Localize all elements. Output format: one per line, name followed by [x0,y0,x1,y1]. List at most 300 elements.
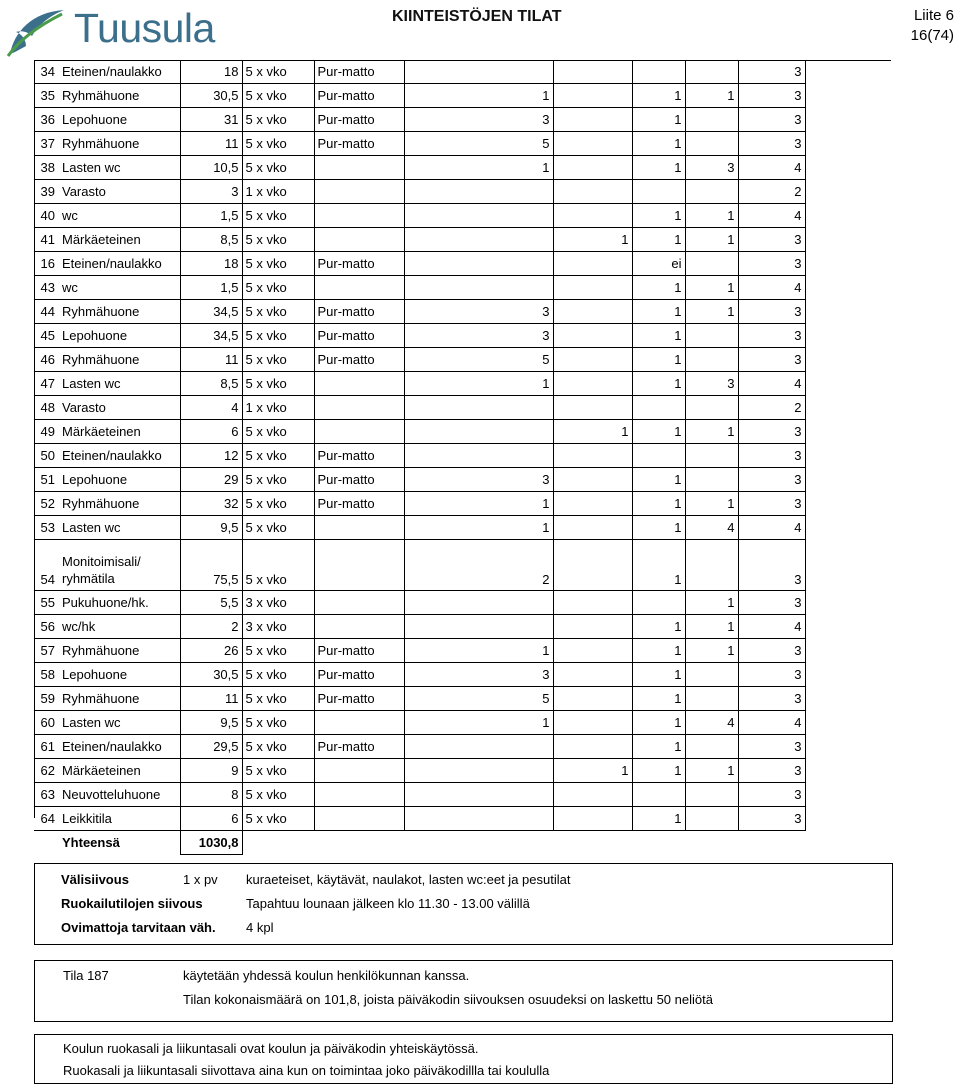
room-area: 1,5 [180,276,242,300]
col-8: 1 [632,711,685,735]
col-9: 3 [685,156,738,180]
col-9: 1 [685,591,738,615]
cleaning-frequency: 5 x vko [242,348,314,372]
appendix-label: Liite 6 [913,7,954,24]
col-10: 4 [738,276,805,300]
intermediate-cleaning-frequency: 1 x pv [183,872,218,887]
mat-type: Pur-matto [314,492,404,516]
mat-type: Pur-matto [314,132,404,156]
table-row [34,540,805,591]
col-10: 3 [738,132,805,156]
room-number: 64 [40,810,55,826]
room-name: Pukuhuone/hk. [59,591,180,615]
room-area: 31 [180,108,242,132]
col-8: 1 [632,156,685,180]
col-10: 3 [738,492,805,516]
doormats-count: 4 kpl [246,920,274,935]
room-number: 53 [40,519,55,535]
mat-type: Pur-matto [314,639,404,663]
room-name: Lasten wc [59,516,180,540]
col-9 [685,468,738,492]
cleaning-frequency: 5 x vko [242,252,314,276]
col-6: 1 [404,516,553,540]
mat-type: Pur-matto [314,687,404,711]
mat-type: Pur-matto [314,444,404,468]
room-area: 32 [180,492,242,516]
col-7 [553,276,632,300]
col-8 [632,444,685,468]
col-7 [553,372,632,396]
room-area: 1,5 [180,204,242,228]
table-row [34,84,805,108]
col-8: 1 [632,615,685,639]
cleaning-frequency: 5 x vko [242,204,314,228]
col-8: 1 [632,492,685,516]
room-area: 10,5 [180,156,242,180]
total-empty [242,831,314,855]
col-9: 1 [685,228,738,252]
total-label: Yhteensä [59,831,180,855]
col-6 [404,444,553,468]
room-area: 34,5 [180,300,242,324]
col-6: 5 [404,348,553,372]
room-note-line2: Tilan kokonaismäärä on 101,8, joista päiväkodin siivouksen osuudeksi on laskettu 50 neliötä [183,992,713,1007]
cleaning-frequency: 5 x vko [242,639,314,663]
room-area: 18 [180,60,242,84]
col-9 [685,180,738,204]
room-area: 5,5 [180,591,242,615]
col-6: 3 [404,108,553,132]
total-spacer [34,831,59,855]
col-7 [553,807,632,831]
mat-type [314,372,404,396]
mat-type [314,420,404,444]
col-9 [685,663,738,687]
mat-type [314,180,404,204]
col-6 [404,420,553,444]
col-6 [404,615,553,639]
col-7: 1 [553,228,632,252]
room-number: 16 [40,255,55,271]
col-9 [685,687,738,711]
col-10: 4 [738,372,805,396]
col-6: 3 [404,300,553,324]
room-number: 54 [40,572,55,587]
room-name: Varasto [59,396,180,420]
room-name: Eteinen/naulakko [59,252,180,276]
col-6: 3 [404,468,553,492]
cleaning-info-box [34,863,893,945]
col-7 [553,735,632,759]
room-number: 41 [40,231,55,247]
room-area: 8 [180,783,242,807]
total-empty [632,831,685,855]
room-number: 52 [40,495,55,511]
table-row [34,735,805,759]
room-number: 59 [40,690,55,706]
col-7 [553,84,632,108]
logo-text: Tuusula [74,5,215,51]
cleaning-frequency: 5 x vko [242,156,314,180]
col-8: 1 [632,276,685,300]
col-10: 3 [738,591,805,615]
col-6 [404,228,553,252]
room-name: Lepohuone [59,468,180,492]
col-8: 1 [632,468,685,492]
mat-type: Pur-matto [314,663,404,687]
col-8: 1 [632,735,685,759]
table-row [34,60,805,84]
intermediate-cleaning-text: kuraeteiset, käytävät, naulakot, lasten wc:eet ja pesutilat [246,872,571,887]
tuusula-logo [4,2,244,62]
mat-type [314,156,404,180]
col-10: 3 [738,540,805,591]
col-9: 1 [685,276,738,300]
table-row [34,420,805,444]
table-row [34,468,805,492]
col-7 [553,639,632,663]
room-number: 63 [40,786,55,802]
col-9 [685,324,738,348]
cleaning-frequency: 5 x vko [242,516,314,540]
col-6 [404,252,553,276]
col-7 [553,516,632,540]
col-10: 3 [738,84,805,108]
col-7 [553,615,632,639]
room-name: Märkäeteinen [59,759,180,783]
dining-cleaning-label: Ruokailutilojen siivous [61,896,203,911]
col-7 [553,108,632,132]
col-9 [685,108,738,132]
cleaning-frequency: 1 x vko [242,396,314,420]
room-number: 39 [40,183,55,199]
table-row [34,132,805,156]
cleaning-frequency: 5 x vko [242,735,314,759]
col-9: 1 [685,492,738,516]
col-8: 1 [632,540,685,591]
col-8: 1 [632,348,685,372]
col-7 [553,444,632,468]
table-row [34,492,805,516]
col-6: 3 [404,663,553,687]
col-10: 4 [738,711,805,735]
room-area: 9,5 [180,516,242,540]
cleaning-frequency: 5 x vko [242,663,314,687]
col-9: 1 [685,615,738,639]
shared-spaces-line1: Koulun ruokasali ja liikuntasali ovat koulun ja päiväkodin yhteiskäytössä. [63,1041,479,1056]
col-9: 1 [685,84,738,108]
room-number: 47 [40,375,55,391]
col-10: 3 [738,468,805,492]
col-6 [404,204,553,228]
col-10: 4 [738,615,805,639]
col-7 [553,132,632,156]
room-number: 61 [40,738,55,754]
col-8 [632,396,685,420]
table-row [34,783,805,807]
col-6 [404,591,553,615]
table-row [34,807,805,831]
col-7 [553,540,632,591]
room-area: 6 [180,807,242,831]
room-number: 60 [40,714,55,730]
table-row [34,276,805,300]
col-10: 3 [738,300,805,324]
table-row [34,687,805,711]
room-area: 29 [180,468,242,492]
col-10: 3 [738,348,805,372]
mat-type: Pur-matto [314,300,404,324]
room-area: 4 [180,396,242,420]
col-10: 4 [738,156,805,180]
col-6: 5 [404,687,553,711]
room-name: Ryhmähuone [59,492,180,516]
col-6 [404,396,553,420]
room-name: wc/hk [59,615,180,639]
room-number: 35 [40,87,55,103]
room-area: 2 [180,615,242,639]
room-number: 50 [40,447,55,463]
col-6: 1 [404,84,553,108]
cleaning-frequency: 3 x vko [242,615,314,639]
col-6: 3 [404,324,553,348]
col-10: 2 [738,396,805,420]
col-6 [404,735,553,759]
room-area: 11 [180,687,242,711]
table-row [34,108,805,132]
col-6 [404,276,553,300]
room-name: Märkäeteinen [59,228,180,252]
shared-spaces-line2: Ruokasali ja liikuntasali siivottava aina kun on toimintaa joko päiväkodillla tai koululla [63,1063,550,1078]
room-name: Lepohuone [59,324,180,348]
room-area: 30,5 [180,84,242,108]
room-name: wc [59,204,180,228]
logo-leaf-icon [4,2,74,62]
room-number: 56 [40,618,55,634]
col-7 [553,687,632,711]
col-9: 3 [685,372,738,396]
room-number: 62 [40,762,55,778]
intermediate-cleaning-label: Välisiivous [61,872,129,887]
mat-type [314,276,404,300]
cleaning-frequency: 5 x vko [242,108,314,132]
col-7 [553,324,632,348]
table-row [34,444,805,468]
mat-type [314,711,404,735]
col-7 [553,300,632,324]
col-9: 1 [685,204,738,228]
room-name: Ryhmähuone [59,300,180,324]
mat-type: Pur-matto [314,84,404,108]
col-6: 5 [404,132,553,156]
room-area: 8,5 [180,228,242,252]
room-number: 45 [40,327,55,343]
col-7 [553,663,632,687]
col-6 [404,807,553,831]
col-9: 1 [685,300,738,324]
col-10: 3 [738,807,805,831]
col-8: 1 [632,663,685,687]
cleaning-frequency: 5 x vko [242,228,314,252]
room-area: 26 [180,639,242,663]
room-note-line1: käytetään yhdessä koulun henkilökunnan kanssa. [183,968,470,983]
room-area: 8,5 [180,372,242,396]
cleaning-frequency: 5 x vko [242,372,314,396]
table-row [34,396,805,420]
table-row [34,615,805,639]
col-9: 4 [685,516,738,540]
mat-type: Pur-matto [314,108,404,132]
col-7 [553,396,632,420]
cleaning-frequency: 5 x vko [242,420,314,444]
col-6: 1 [404,492,553,516]
room-name: Eteinen/naulakko [59,60,180,84]
table-row [34,516,805,540]
col-7: 1 [553,420,632,444]
shared-spaces-box [34,1034,893,1084]
room-name: Eteinen/naulakko [59,735,180,759]
col-8: 1 [632,228,685,252]
col-8: 1 [632,639,685,663]
cleaning-frequency: 5 x vko [242,132,314,156]
room-area: 34,5 [180,324,242,348]
col-6: 1 [404,372,553,396]
col-10: 3 [738,783,805,807]
cleaning-frequency: 5 x vko [242,468,314,492]
room-name: Ryhmähuone [59,687,180,711]
room-number: 57 [40,642,55,658]
col-8: 1 [632,108,685,132]
col-6: 1 [404,156,553,180]
col-7 [553,348,632,372]
cleaning-frequency: 3 x vko [242,591,314,615]
room-name: Lasten wc [59,711,180,735]
table-row [34,348,805,372]
col-8: 1 [632,807,685,831]
page-number: 16(74) [910,27,954,44]
total-empty [314,831,404,855]
col-9 [685,807,738,831]
col-10: 3 [738,639,805,663]
col-9 [685,60,738,84]
room-area: 12 [180,444,242,468]
col-8 [632,180,685,204]
table-row [34,372,805,396]
table-row [34,204,805,228]
room-name: Lepohuone [59,663,180,687]
col-7: 1 [553,759,632,783]
mat-type [314,228,404,252]
mat-type [314,807,404,831]
col-8: 1 [632,204,685,228]
col-10: 3 [738,759,805,783]
total-area: 1030,8 [180,831,242,855]
cleaning-frequency: 5 x vko [242,492,314,516]
col-7 [553,468,632,492]
room-area: 29,5 [180,735,242,759]
col-6: 2 [404,540,553,591]
mat-type [314,540,404,591]
cleaning-frequency: 5 x vko [242,300,314,324]
room-name: Lepohuone [59,108,180,132]
document-title: KIINTEISTÖJEN TILAT [392,8,562,25]
col-9 [685,540,738,591]
room-name: Ryhmähuone [59,132,180,156]
mat-type: Pur-matto [314,252,404,276]
mat-type [314,783,404,807]
col-7 [553,204,632,228]
col-10: 3 [738,687,805,711]
col-10: 3 [738,663,805,687]
cleaning-frequency: 5 x vko [242,759,314,783]
col-8: 1 [632,300,685,324]
room-area: 30,5 [180,663,242,687]
table-row [34,663,805,687]
room-name: Lasten wc [59,156,180,180]
room-name: Varasto [59,180,180,204]
room-area: 9,5 [180,711,242,735]
mat-type [314,204,404,228]
col-7 [553,492,632,516]
table-row [34,180,805,204]
mat-type [314,591,404,615]
room-area: 75,5 [180,540,242,591]
room-name: Leikkitila [59,807,180,831]
col-8: ei [632,252,685,276]
mat-type [314,615,404,639]
col-9 [685,396,738,420]
table-row [34,300,805,324]
room-area: 18 [180,252,242,276]
cleaning-frequency: 5 x vko [242,711,314,735]
room-note-box [34,960,893,1022]
mat-type: Pur-matto [314,60,404,84]
cleaning-frequency: 5 x vko [242,444,314,468]
mat-type: Pur-matto [314,735,404,759]
col-8 [632,60,685,84]
cleaning-frequency: 5 x vko [242,324,314,348]
room-number: 44 [40,303,55,319]
table-row [34,228,805,252]
cleaning-frequency: 5 x vko [242,84,314,108]
mat-type [314,759,404,783]
cleaning-frequency: 5 x vko [242,687,314,711]
table-row [34,324,805,348]
mat-type [314,516,404,540]
col-8: 1 [632,372,685,396]
room-name: Ryhmähuone [59,84,180,108]
mat-type: Pur-matto [314,324,404,348]
room-name: Monitoimisali/ ryhmätila [59,540,180,591]
room-area: 9 [180,759,242,783]
cleaning-frequency: 5 x vko [242,276,314,300]
col-8: 1 [632,84,685,108]
room-number: 58 [40,666,55,682]
cleaning-frequency: 5 x vko [242,807,314,831]
room-name: wc [59,276,180,300]
col-10: 3 [738,60,805,84]
room-note-label: Tila 187 [63,968,109,983]
col-9: 1 [685,759,738,783]
col-6 [404,759,553,783]
total-empty [553,831,632,855]
col-6 [404,60,553,84]
col-8: 1 [632,132,685,156]
room-name: Eteinen/naulakko [59,444,180,468]
col-8: 1 [632,516,685,540]
room-area: 6 [180,420,242,444]
col-10: 3 [738,108,805,132]
